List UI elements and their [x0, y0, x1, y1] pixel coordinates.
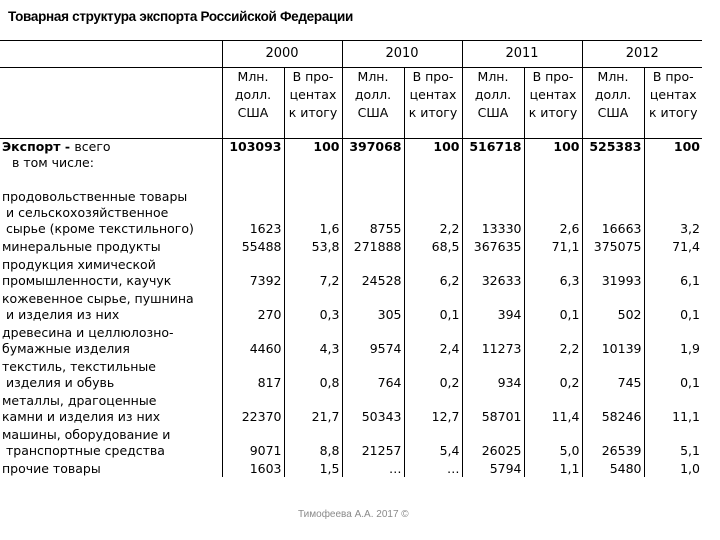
- total-value-cell: 525383: [582, 139, 644, 156]
- unit-mln-header: [222, 68, 284, 139]
- unit-mln-header-line: Млн.: [237, 69, 269, 84]
- row-value-cell: 4460: [222, 323, 284, 357]
- unit-pct-header-line: центах: [289, 87, 337, 102]
- total-label: [0, 139, 222, 156]
- row-label-line: транспортные средства: [2, 443, 165, 458]
- row-value-cell: 9574: [342, 323, 404, 357]
- row-label-cell: [0, 171, 222, 237]
- row-value-cell: 5,1: [644, 425, 702, 459]
- year-header: 2010: [342, 41, 462, 68]
- row-label-line: и сельскохозяйственное: [2, 205, 169, 220]
- row-label-line: древесина и целлюлозно-: [2, 325, 174, 340]
- row-value-cell: 11,4: [524, 391, 582, 425]
- row-value-cell: 271888: [342, 237, 404, 255]
- row-value-cell: 6,3: [524, 255, 582, 289]
- row-value-cell: 58246: [582, 391, 644, 425]
- row-value-cell: 4,3: [284, 323, 342, 357]
- row-value-cell: 55488: [222, 237, 284, 255]
- row-value-cell: 21,7: [284, 391, 342, 425]
- row-label-cell: [0, 255, 222, 289]
- row-value-cell: 0,1: [644, 357, 702, 391]
- unit-pct-header-line: к итогу: [288, 105, 338, 120]
- unit-pct-header-line: центах: [529, 87, 577, 102]
- row-value-cell: 10139: [582, 323, 644, 357]
- row-value-cell: 0,1: [524, 289, 582, 323]
- row-value-cell: 21257: [342, 425, 404, 459]
- table-row: [0, 171, 702, 237]
- unit-mln-header-line: Млн.: [477, 69, 509, 84]
- row-value-cell: 3,2: [644, 171, 702, 237]
- export-structure-table: [0, 40, 702, 477]
- total-label-rest: всего: [74, 139, 111, 154]
- total-value-cell: 103093: [222, 139, 284, 156]
- row-value-cell: 12,7: [404, 391, 462, 425]
- table-row: [0, 289, 702, 323]
- total-value-cell: 100: [404, 139, 462, 156]
- row-value-cell: 1603: [222, 459, 284, 477]
- row-label-line: сырье (кроме текстильного): [2, 221, 194, 236]
- unit-pct-header: [284, 68, 342, 139]
- table-row: [0, 357, 702, 391]
- row-value-cell: 8755: [342, 171, 404, 237]
- row-value-cell: 270: [222, 289, 284, 323]
- subheading-row: [0, 155, 702, 171]
- unit-mln-header-line: долл.: [594, 87, 632, 102]
- row-label-cell: [0, 289, 222, 323]
- row-label-line: прочие товары: [2, 461, 101, 476]
- unit-pct-header-line: В про-: [412, 69, 454, 84]
- unit-pct-header-line: центах: [649, 87, 697, 102]
- unit-pct-header-line: к итогу: [408, 105, 458, 120]
- row-label-cell: [0, 357, 222, 391]
- row-value-cell: 817: [222, 357, 284, 391]
- total-label-bold: Экспорт -: [2, 139, 75, 154]
- row-value-cell: 1623: [222, 171, 284, 237]
- row-value-cell: 1,6: [284, 171, 342, 237]
- unit-pct-header-line: В про-: [532, 69, 574, 84]
- row-value-cell: 1,5: [284, 459, 342, 477]
- total-value-cell: 100: [524, 139, 582, 156]
- row-value-cell: 2,6: [524, 171, 582, 237]
- row-value-cell: 5,0: [524, 425, 582, 459]
- row-value-cell: 0,1: [404, 289, 462, 323]
- total-value-cell: 397068: [342, 139, 404, 156]
- unit-mln-header-line: долл.: [354, 87, 392, 102]
- total-value-cell: 100: [284, 139, 342, 156]
- unit-mln-header-line: Млн.: [357, 69, 389, 84]
- row-label-line: минеральные продукты: [2, 239, 161, 254]
- total-export-row: [0, 139, 702, 156]
- unit-mln-header-line: Млн.: [597, 69, 629, 84]
- subheading-label: в том числе:: [12, 155, 94, 170]
- row-value-cell: 5794: [462, 459, 524, 477]
- row-value-cell: 9071: [222, 425, 284, 459]
- row-label-cell: [0, 237, 222, 255]
- row-value-cell: …: [342, 459, 404, 477]
- unit-mln-header-line: США: [357, 105, 389, 120]
- row-label-line: изделия и обувь: [2, 375, 115, 390]
- row-value-cell: 16663: [582, 171, 644, 237]
- row-value-cell: 375075: [582, 237, 644, 255]
- unit-pct-header: [524, 68, 582, 139]
- header-years-row: [0, 41, 702, 68]
- unit-pct-header: [404, 68, 462, 139]
- row-label-cell: [0, 323, 222, 357]
- row-label-cell: [0, 391, 222, 425]
- row-value-cell: 0,1: [644, 289, 702, 323]
- table-row: [0, 459, 702, 477]
- row-value-cell: 745: [582, 357, 644, 391]
- row-label-line: промышленности, каучук: [2, 273, 172, 288]
- unit-mln-header-line: США: [237, 105, 269, 120]
- row-value-cell: 50343: [342, 391, 404, 425]
- row-value-cell: 6,1: [644, 255, 702, 289]
- row-value-cell: 6,2: [404, 255, 462, 289]
- row-value-cell: 68,5: [404, 237, 462, 255]
- row-label-line: продовольственные товары: [2, 189, 188, 204]
- row-value-cell: 0,2: [524, 357, 582, 391]
- row-value-cell: 7,2: [284, 255, 342, 289]
- row-value-cell: 367635: [462, 237, 524, 255]
- row-label-cell: [0, 425, 222, 459]
- row-label-line: кожевенное сырье, пушнина: [2, 291, 194, 306]
- row-value-cell: 305: [342, 289, 404, 323]
- row-label-cell: [0, 459, 222, 477]
- row-value-cell: 13330: [462, 171, 524, 237]
- row-value-cell: 1,9: [644, 323, 702, 357]
- total-value-cell: 516718: [462, 139, 524, 156]
- row-value-cell: 71,1: [524, 237, 582, 255]
- row-value-cell: 11,1: [644, 391, 702, 425]
- row-label-line: машины, оборудование и: [2, 427, 171, 442]
- row-value-cell: 31993: [582, 255, 644, 289]
- unit-mln-header-line: долл.: [234, 87, 272, 102]
- row-value-cell: 32633: [462, 255, 524, 289]
- year-header: 2012: [582, 41, 702, 68]
- page-title: Товарная структура экспорта Российской Федерации: [8, 9, 354, 24]
- row-value-cell: 8,8: [284, 425, 342, 459]
- row-label-line: металлы, драгоценные: [2, 393, 157, 408]
- table-row: [0, 323, 702, 357]
- table-row: [0, 237, 702, 255]
- row-value-cell: 0,2: [404, 357, 462, 391]
- unit-pct-header-line: В про-: [652, 69, 694, 84]
- row-label-line: камни и изделия из них: [2, 409, 161, 424]
- watermark: Тимофеева А.А. 2017 ©: [298, 509, 409, 520]
- unit-pct-header-line: к итогу: [528, 105, 578, 120]
- row-value-cell: …: [404, 459, 462, 477]
- row-value-cell: 764: [342, 357, 404, 391]
- row-value-cell: 2,4: [404, 323, 462, 357]
- unit-pct-header-line: центах: [409, 87, 457, 102]
- row-value-cell: 11273: [462, 323, 524, 357]
- row-value-cell: 2,2: [404, 171, 462, 237]
- row-value-cell: 0,8: [284, 357, 342, 391]
- row-value-cell: 502: [582, 289, 644, 323]
- row-value-cell: 26539: [582, 425, 644, 459]
- table-row: [0, 425, 702, 459]
- total-value-cell: 100: [644, 139, 702, 156]
- year-header: 2000: [222, 41, 342, 68]
- row-value-cell: 71,4: [644, 237, 702, 255]
- row-label-line: текстиль, текстильные: [2, 359, 156, 374]
- year-header: 2011: [462, 41, 582, 68]
- unit-mln-header: [462, 68, 524, 139]
- row-value-cell: 22370: [222, 391, 284, 425]
- unit-pct-header: [644, 68, 702, 139]
- row-label-line: продукция химической: [2, 257, 156, 272]
- row-value-cell: 5,4: [404, 425, 462, 459]
- table-row: [0, 391, 702, 425]
- row-label-line: бумажные изделия: [2, 341, 130, 356]
- row-value-cell: 2,2: [524, 323, 582, 357]
- row-value-cell: 0,3: [284, 289, 342, 323]
- row-label-line: и изделия из них: [2, 307, 120, 322]
- unit-mln-header: [342, 68, 404, 139]
- unit-pct-header-line: В про-: [292, 69, 334, 84]
- header-empty-cell: [0, 68, 222, 139]
- row-value-cell: 1,1: [524, 459, 582, 477]
- unit-pct-header-line: к итогу: [648, 105, 698, 120]
- row-value-cell: 1,0: [644, 459, 702, 477]
- row-value-cell: 26025: [462, 425, 524, 459]
- header-units-row: [0, 68, 702, 139]
- table-row: [0, 255, 702, 289]
- row-value-cell: 394: [462, 289, 524, 323]
- row-value-cell: 7392: [222, 255, 284, 289]
- row-value-cell: 24528: [342, 255, 404, 289]
- row-value-cell: 934: [462, 357, 524, 391]
- row-value-cell: 5480: [582, 459, 644, 477]
- row-value-cell: 53,8: [284, 237, 342, 255]
- unit-mln-header-line: долл.: [474, 87, 512, 102]
- unit-mln-header: [582, 68, 644, 139]
- unit-mln-header-line: США: [477, 105, 509, 120]
- row-value-cell: 58701: [462, 391, 524, 425]
- unit-mln-header-line: США: [597, 105, 629, 120]
- header-empty-cell: [0, 41, 222, 68]
